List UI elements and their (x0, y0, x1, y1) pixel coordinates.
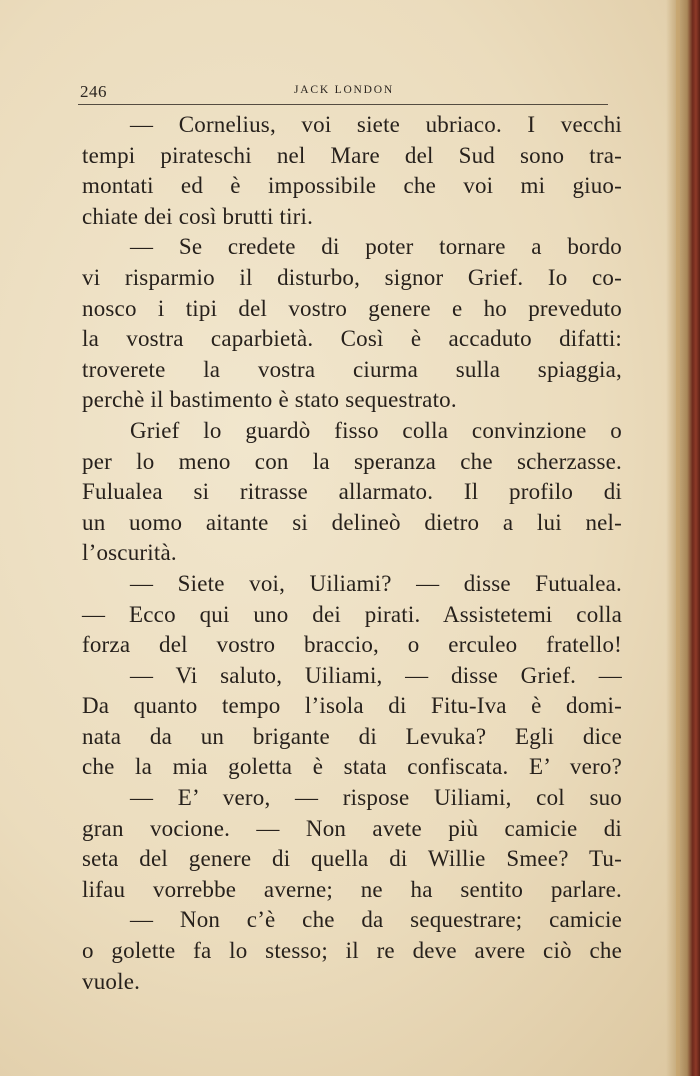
text-line: — Siete voi, Uiliami? — disse Futualea. (130, 570, 622, 596)
text-line: — Se credete di poter tornare a bordo (130, 234, 622, 260)
text-line: seta del genere di quella di Willie Smee? Tu- (82, 846, 622, 872)
running-head: JACK LONDON (294, 84, 394, 96)
text-line: Grief lo guardò fisso colla convinzione o (130, 417, 622, 443)
text-line: per lo meno con la speranza che scherzasse. (82, 448, 622, 474)
text-line: tempi pirateschi nel Mare del Sud sono tra- (82, 142, 622, 168)
page-header (78, 82, 610, 104)
text-line: Da quanto tempo l’isola di Fitu-Iva è domi- (82, 693, 622, 719)
text-line: un uomo aitante si delineò dietro a lui nel- (82, 509, 622, 535)
text-line: montati ed è impossibile che voi mi giuo- (82, 173, 622, 199)
text-line: Fulualea si ritrasse allarmato. Il profilo di (82, 479, 622, 505)
text-line: vuole. (82, 968, 141, 994)
page-edge-highlight (676, 0, 680, 1076)
text-line: o golette fa lo stesso; il re deve avere ciò che (82, 938, 622, 964)
text-line: nosco i tipi del vostro genere e ho preveduto (82, 295, 622, 321)
page-number: 246 (80, 82, 107, 101)
text-line: — Cornelius, voi siete ubriaco. I vecchi (130, 112, 622, 137)
text-line: — Ecco qui uno dei pirati. Assistetemi colla (82, 601, 622, 627)
header-rule (78, 104, 608, 105)
text-line: la vostra caparbietà. Così è accaduto difatti: (82, 326, 622, 352)
text-line: lifau vorrebbe averne; ne ha sentito parlare. (82, 876, 622, 902)
text-line: — Non c’è che da sequestrare; camicie (130, 907, 622, 933)
book-spine-edge (666, 0, 700, 1076)
text-line: perchè il bastimento è stato sequestrato. (82, 387, 457, 413)
text-line: l’oscurità. (82, 540, 177, 566)
text-line: troverete la vostra ciurma sulla spiaggia, (82, 356, 622, 382)
body-text (82, 110, 622, 997)
text-line: nata da un brigante di Levuka? Egli dice (82, 723, 622, 749)
text-line: — E’ vero, — rispose Uiliami, col suo (130, 785, 622, 811)
text-line: che la mia goletta è stata confiscata. E’ vero? (82, 754, 622, 780)
text-line: chiate dei così brutti tiri. (82, 203, 314, 229)
text-line: — Vi saluto, Uiliami, — disse Grief. — (130, 662, 622, 688)
text-line: gran vocione. — Non avete più camicie di (82, 815, 622, 841)
text-line: vi risparmio il disturbo, signor Grief. Io co- (82, 264, 622, 290)
text-line: forza del vostro braccio, o erculeo fratello! (82, 632, 622, 658)
